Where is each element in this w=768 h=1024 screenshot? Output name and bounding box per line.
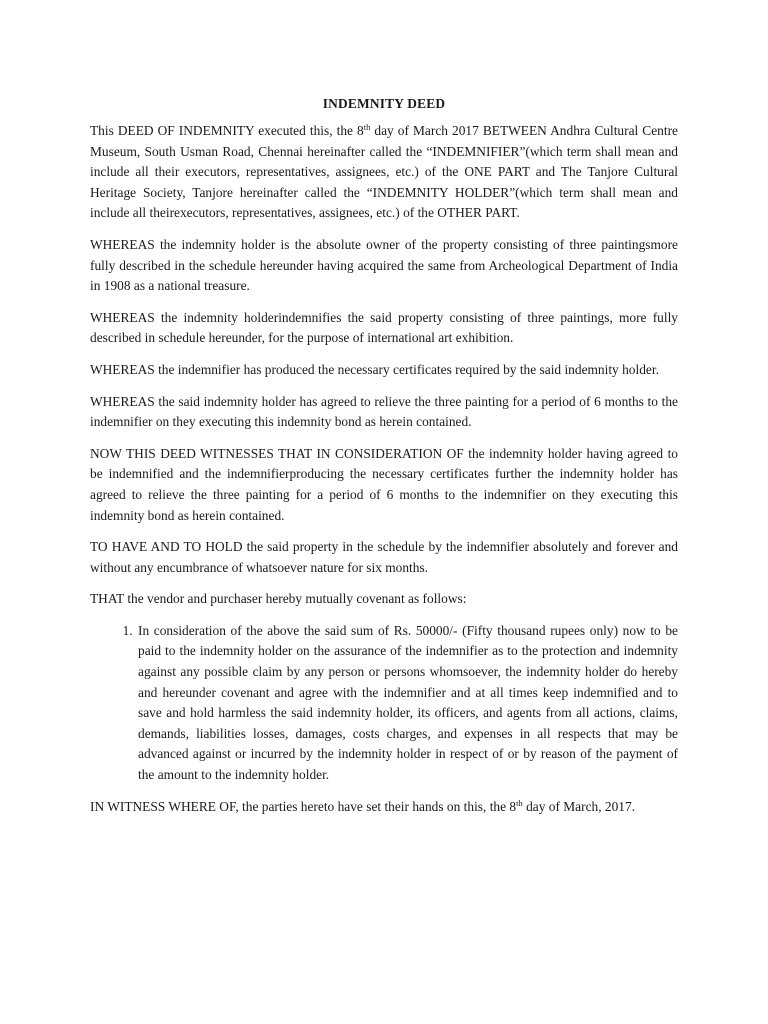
covenant-list (90, 621, 678, 786)
covenant-item: 1. In consideration of the above the said sum of Rs. 50000/- (Fifty thousand rupees only) now to be paid to the indemnity holder on the assurance of the indemnifier as to the protection and indemnity against any possible claim by any person or persons whomsoever, the indemnity holder do hereby and hereunder covenant and agree with the indemnifier and at all times keep indemnified and to save and hold harmless the said indemnity holder, its officers, and agents from all actions, claims, demands, liabilities losses, damages, costs charges, and expenses in all respects that may be advanced against or incurred by the indemnity holder in respect of or by reason of the payment of the amount to the indemnity holder. (136, 621, 678, 786)
whereas-paragraph-1: WHEREAS the indemnity holder is the absolute owner of the property consisting of three paintingsmore fully described in the schedule hereunder having acquired the same from Archeological Department of India in 1908 as a national treasure. (90, 236, 678, 294)
intro-text-start: This DEED OF INDEMNITY executed this, the 8 (90, 123, 364, 138)
in-witness-text-end: day of March, 2017. (522, 798, 636, 814)
in-witness-ordinal-suffix: th (516, 797, 523, 808)
to-have-paragraph: TO HAVE AND TO HOLD the said property in the schedule by the indemnifier absolutely and forever and without any encumbrance of whatsoever nature for six months. (90, 539, 678, 575)
whereas-paragraph-3: WHEREAS the indemnifier has produced the necessary certificates required by the said indemnity holder. (90, 361, 659, 377)
intro-ordinal-suffix: th (363, 122, 371, 132)
intro-text-end: day of March 2017 BETWEEN Andhra Cultural Centre Museum, South Usman Road, Chennai hereinafter called the “INDEMNIFIER”(which term shall mean and include all their executors, representatives, assignees, etc.) of the ONE PART and The Tanjore Cultural Heritage Society, Tanjore hereinafter called the “INDEMNITY HOLDER”(which term shall mean and include all theirexecutors, representatives, assignees, etc.) of the OTHER PART. (90, 123, 678, 221)
covenant-intro-paragraph: THAT the vendor and purchaser hereby mutually covenant as follows: (90, 591, 467, 607)
in-witness-text-start: IN WITNESS WHERE OF, the parties hereto have set their hands on this, the 8 (90, 798, 517, 814)
in-witness-paragraph (90, 797, 678, 818)
witnesses-paragraph: NOW THIS DEED WITNESSES THAT IN CONSIDERATION OF the indemnity holder having agreed to be indemnified and the indemnifierproducing the necessary certificates further the indemnity holder has agreed to relieve the three painting for a period of 6 months to the indemnifier on they executing this indemnity bond as herein contained. (90, 445, 678, 523)
whereas-paragraph-2: WHEREAS the indemnity holderindemnifies the said property consisting of three paintings, more fully described in schedule hereunder, for the purpose of international art exhibition. (90, 309, 678, 346)
intro-paragraph (90, 121, 678, 224)
whereas-paragraph-4: WHEREAS the said indemnity holder has agreed to relieve the three painting for a period of 6 months to the indemnifier on they executing this indemnity bond as herein contained. (90, 393, 678, 430)
document-title: INDEMNITY DEED (322, 96, 446, 111)
